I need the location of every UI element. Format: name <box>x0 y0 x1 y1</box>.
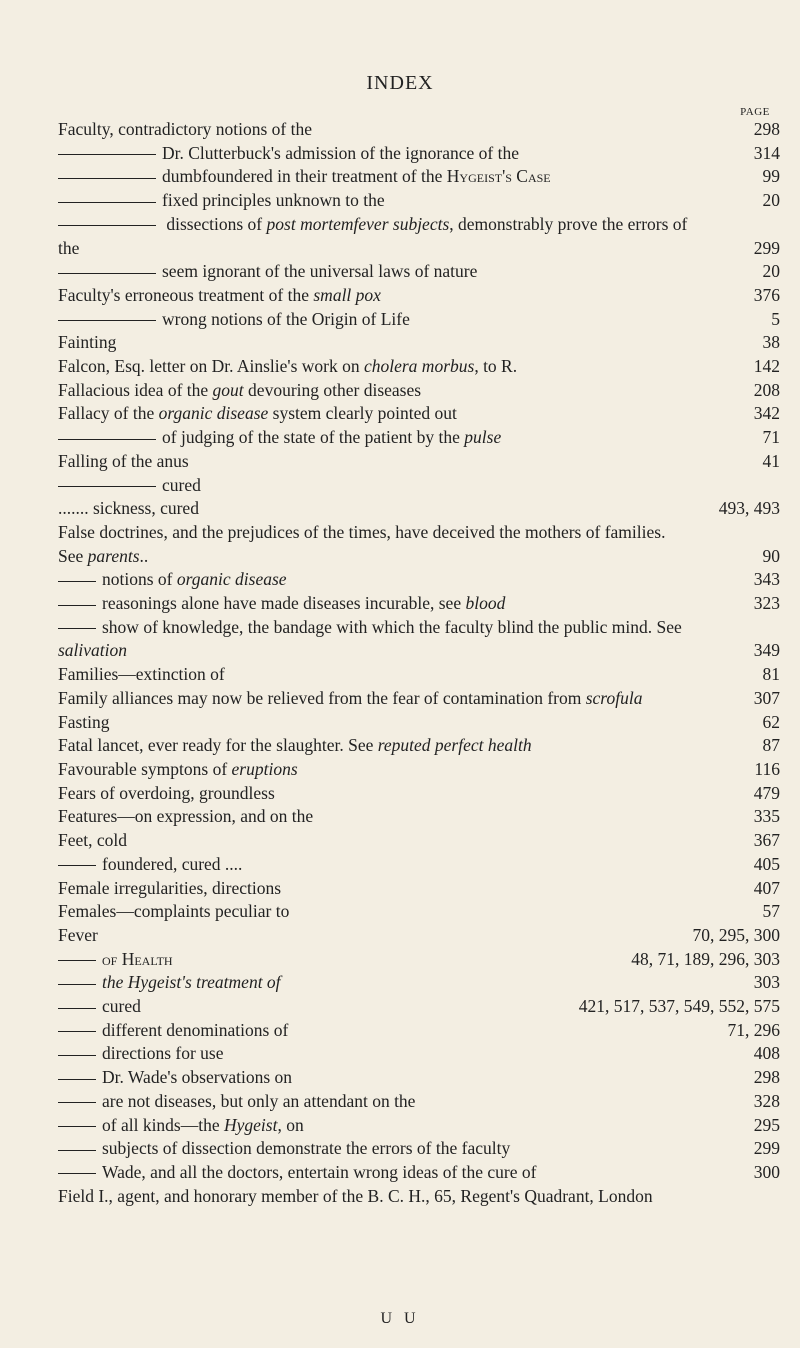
index-entry <box>58 1090 780 1114</box>
ditto-dash <box>58 960 96 961</box>
entry-page-number: 71, 296 <box>727 1019 780 1040</box>
entry-page-number: 335 <box>753 806 780 827</box>
entry-text <box>58 213 780 260</box>
entry-it: cholera morbus <box>363 356 475 377</box>
entry-page-number: 299 <box>753 1138 780 1159</box>
ditto-dash <box>58 225 156 226</box>
entry-text <box>58 379 780 403</box>
entry-head: directions for use <box>102 1043 224 1064</box>
entry-page-number: 408 <box>753 1043 780 1064</box>
entry-it: salivation <box>58 640 128 661</box>
entry-text <box>58 165 780 189</box>
entry-page-number: 41 <box>762 450 780 471</box>
entry-text <box>58 189 780 213</box>
entry-page-number: 298 <box>753 1067 780 1088</box>
entry-tail: devouring other diseases <box>243 379 422 400</box>
ditto-dash <box>58 1008 96 1009</box>
entry-it: pulse <box>464 427 502 448</box>
entry-text <box>58 426 780 450</box>
entry-page-number: 48, 71, 189, 296, 303 <box>631 948 780 969</box>
entry-head: Field I., agent, and honorary member of the B. C. H., 65, Regent's Quadrant, London <box>58 1185 653 1206</box>
index-entry <box>58 853 780 877</box>
entry-text <box>58 1161 780 1185</box>
entry-text <box>58 1137 780 1161</box>
entry-head: cured <box>162 474 201 495</box>
index-entry <box>58 758 780 782</box>
entry-head: Fears of overdoing, groundless <box>58 782 275 803</box>
entry-page-number: 99 <box>762 166 780 187</box>
entry-page-number: 343 <box>753 569 780 590</box>
entry-head: Fallacy of the <box>58 403 159 424</box>
entry-page-number: 367 <box>753 830 780 851</box>
entry-head: ....... sickness, cured <box>58 498 199 519</box>
entry-text <box>58 805 780 829</box>
index-entry <box>58 521 780 568</box>
index-entry <box>58 1019 780 1043</box>
ditto-dash <box>58 1055 96 1056</box>
entry-text <box>58 1019 780 1043</box>
entry-text <box>58 284 780 308</box>
index-entry <box>58 213 780 260</box>
ditto-dash <box>58 628 96 629</box>
entry-text <box>58 687 780 711</box>
index-entry <box>58 877 780 901</box>
entry-page-number: 87 <box>762 735 780 756</box>
ditto-dash <box>58 581 96 582</box>
entry-head: wrong notions of the Origin of Life <box>162 308 410 329</box>
entry-text <box>58 616 780 663</box>
entry-head: of all kinds—the <box>102 1114 224 1135</box>
index-entry <box>58 829 780 853</box>
index-entry <box>58 1042 780 1066</box>
index-entry <box>58 426 780 450</box>
entry-text <box>58 331 780 355</box>
index-entry <box>58 402 780 426</box>
index-entry <box>58 592 780 616</box>
entry-page-number: 323 <box>753 593 780 614</box>
ditto-dash <box>58 486 156 487</box>
entry-head: Dr. Clutterbuck's admission of the ignorance of the <box>162 142 519 163</box>
index-entry <box>58 663 780 687</box>
entry-text <box>58 900 780 924</box>
entry-page-number: 20 <box>762 261 780 282</box>
entry-text <box>58 142 780 166</box>
index-entry <box>58 379 780 403</box>
index-entry <box>58 1161 780 1185</box>
entry-page-number: 62 <box>762 711 780 732</box>
index-entry <box>58 142 780 166</box>
entry-page-number: 298 <box>753 119 780 139</box>
entry-page-number: 90 <box>762 545 780 566</box>
entry-head: Fainting <box>58 332 117 353</box>
entry-it: reputed perfect health <box>377 735 532 756</box>
entry-page-number: 405 <box>753 853 780 874</box>
entry-text <box>58 734 780 758</box>
entry-text <box>58 853 780 877</box>
entry-text <box>58 1066 780 1090</box>
index-entry <box>58 189 780 213</box>
entry-text <box>58 260 780 284</box>
index-entry <box>58 1066 780 1090</box>
entry-text <box>58 829 780 853</box>
page-column-header: PAGE <box>740 106 770 118</box>
entry-head: cured <box>102 996 141 1017</box>
ditto-dash <box>58 154 156 155</box>
index-entry <box>58 924 780 948</box>
entry-text <box>58 924 780 948</box>
entry-it: organic disease <box>176 569 287 590</box>
index-entry <box>58 450 780 474</box>
entry-page-number: 142 <box>753 356 780 377</box>
ditto-dash <box>58 1079 96 1080</box>
entry-head: Feet, cold <box>58 830 128 851</box>
entry-head: seem ignorant of the universal laws of nature <box>162 261 478 282</box>
ditto-dash <box>58 1173 96 1174</box>
entry-text <box>58 877 780 901</box>
ditto-dash <box>58 273 156 274</box>
entry-text <box>58 355 780 379</box>
entry-it: small pox <box>313 284 381 305</box>
entry-head: dissections of <box>162 213 267 234</box>
index-entry <box>58 782 780 806</box>
index-entry <box>58 687 780 711</box>
entry-tail: , to R. <box>474 356 518 377</box>
entry-head: Falling of the anus <box>58 450 189 471</box>
entry-head: Faculty's erroneous treatment of the <box>58 284 314 305</box>
entry-tail: , on <box>277 1114 304 1135</box>
index-entry <box>58 568 780 592</box>
entry-head: Female irregularities, directions <box>58 877 282 898</box>
index-entry <box>58 1185 780 1209</box>
entry-text <box>58 521 780 568</box>
index-entry <box>58 1114 780 1138</box>
entry-it: the Hygeist's treatment of <box>102 972 281 993</box>
entry-text <box>58 663 780 687</box>
entry-text <box>58 118 780 142</box>
index-entry <box>58 474 780 498</box>
entry-head: Features—on expression, and on the <box>58 806 314 827</box>
entry-page-number: 376 <box>753 284 780 305</box>
entry-it: gout <box>212 379 244 400</box>
ditto-dash <box>58 1126 96 1127</box>
entry-head: foundered, cured .... <box>102 853 243 874</box>
entry-text <box>58 1114 780 1138</box>
entry-it: scrofula <box>585 687 643 708</box>
entry-head: dumbfoundered in their treatment of the <box>162 166 447 187</box>
entry-page-number: 493, 493 <box>718 498 780 519</box>
entry-page-number: 81 <box>762 664 780 685</box>
index-entry <box>58 971 780 995</box>
entry-text <box>58 1185 780 1209</box>
index-entry <box>58 118 780 142</box>
entry-head: notions of <box>102 569 177 590</box>
entry-head: show of knowledge, the bandage with which the faculty blind the public mind. See <box>102 616 682 637</box>
entry-text <box>58 1090 780 1114</box>
entry-page-number: 303 <box>753 972 780 993</box>
entry-page-number: 328 <box>753 1090 780 1111</box>
index-entry <box>58 308 780 332</box>
entry-head: Females—complaints peculiar to <box>58 901 290 922</box>
page-title: INDEX <box>366 72 434 94</box>
entry-page-number: 295 <box>753 1114 780 1135</box>
index-entry <box>58 711 780 735</box>
entry-text <box>58 1042 780 1066</box>
ditto-dash <box>58 1150 96 1151</box>
entry-text <box>58 758 780 782</box>
ditto-dash <box>58 865 96 866</box>
entry-text <box>58 592 780 616</box>
entry-page-number: 208 <box>753 379 780 400</box>
ditto-dash <box>58 178 156 179</box>
entry-text <box>58 450 780 474</box>
index-entries <box>58 118 780 1208</box>
entry-text <box>58 308 780 332</box>
entry-head: of judging of the state of the patient by the <box>162 427 465 448</box>
entry-sc: Hygeist's Case <box>446 166 551 187</box>
entry-page-number: 300 <box>753 1161 780 1182</box>
entry-page-number: 57 <box>762 901 780 922</box>
entry-it: Hygeist <box>224 1114 278 1135</box>
index-entry <box>58 497 780 521</box>
entry-head: Families—extinction of <box>58 664 225 685</box>
entry-page-number: 307 <box>753 687 780 708</box>
entry-head: Falcon, Esq. letter on Dr. Ainslie's work on <box>58 356 364 377</box>
ditto-dash <box>58 320 156 321</box>
index-entry <box>58 805 780 829</box>
entry-head: Faculty, contradictory notions of the <box>58 119 313 139</box>
entry-it2: fever subjects <box>353 213 450 234</box>
entry-text <box>58 782 780 806</box>
entry-head: Fallacious idea of the <box>58 379 213 400</box>
entry-text <box>58 971 780 995</box>
entry-tail: system clearly pointed out <box>268 403 457 424</box>
ditto-dash <box>58 1102 96 1103</box>
index-entry <box>58 616 780 663</box>
entry-text <box>58 568 780 592</box>
entry-page-number: 5 <box>771 308 780 329</box>
entry-page-number: 299 <box>753 237 780 258</box>
entry-page-number: 479 <box>753 782 780 803</box>
entry-text <box>58 474 780 498</box>
index-entry <box>58 355 780 379</box>
ditto-dash <box>58 984 96 985</box>
index-entry <box>58 734 780 758</box>
index-entry <box>58 1137 780 1161</box>
index-entry <box>58 165 780 189</box>
ditto-dash <box>58 605 96 606</box>
entry-page-number: 38 <box>762 332 780 353</box>
entry-page-number: 116 <box>754 758 780 779</box>
entry-head: different denominations of <box>102 1019 289 1040</box>
entry-sc: of Health <box>102 948 173 969</box>
entry-text <box>58 497 780 521</box>
entry-tail: .. <box>139 545 149 566</box>
entry-page-number: 70, 295, 300 <box>692 924 780 945</box>
ditto-dash <box>58 1031 96 1032</box>
entry-tail: , demonstrably prove the errors of the <box>58 213 688 258</box>
index-entry <box>58 260 780 284</box>
entry-page-number: 421, 517, 537, 549, 552, 575 <box>578 996 780 1017</box>
index-entry <box>58 995 780 1019</box>
signature-mark: U U <box>380 1310 420 1327</box>
entry-head: are not diseases, but only an attendant on the <box>102 1090 416 1111</box>
entry-head: reasonings alone have made diseases incurable, see <box>102 593 466 614</box>
index-entry <box>58 900 780 924</box>
entry-it: post mortem <box>266 213 354 234</box>
entry-head: False doctrines, and the prejudices of the times, have deceived the mothers of families. See <box>58 521 666 566</box>
entry-page-number: 407 <box>753 877 780 898</box>
entry-head: Fatal lancet, ever ready for the slaughter. See <box>58 735 378 756</box>
entry-head: subjects of dissection demonstrate the errors of the faculty <box>102 1138 511 1159</box>
entry-text <box>58 402 780 426</box>
entry-head: Dr. Wade's observations on <box>102 1067 293 1088</box>
entry-head: Fasting <box>58 711 110 732</box>
entry-it: blood <box>465 593 506 614</box>
index-entry <box>58 284 780 308</box>
ditto-dash <box>58 439 156 440</box>
entry-head: Favourable symptons of <box>58 758 232 779</box>
entry-page-number: 71 <box>762 427 780 448</box>
entry-head: Fever <box>58 924 98 945</box>
entry-head: fixed principles unknown to the <box>162 190 385 211</box>
ditto-dash <box>58 202 156 203</box>
entry-it: eruptions <box>231 758 298 779</box>
entry-page-number: 314 <box>753 142 780 163</box>
entry-it: parents <box>87 545 140 566</box>
entry-it: organic disease <box>158 403 269 424</box>
index-entry <box>58 331 780 355</box>
entry-head: Family alliances may now be relieved from the fear of contamination from <box>58 687 586 708</box>
entry-page-number: 342 <box>753 403 780 424</box>
index-entry <box>58 948 780 972</box>
entry-head: Wade, and all the doctors, entertain wrong ideas of the cure of <box>102 1161 537 1182</box>
entry-page-number: 20 <box>762 190 780 211</box>
entry-text <box>58 711 780 735</box>
entry-page-number: 349 <box>753 640 780 661</box>
